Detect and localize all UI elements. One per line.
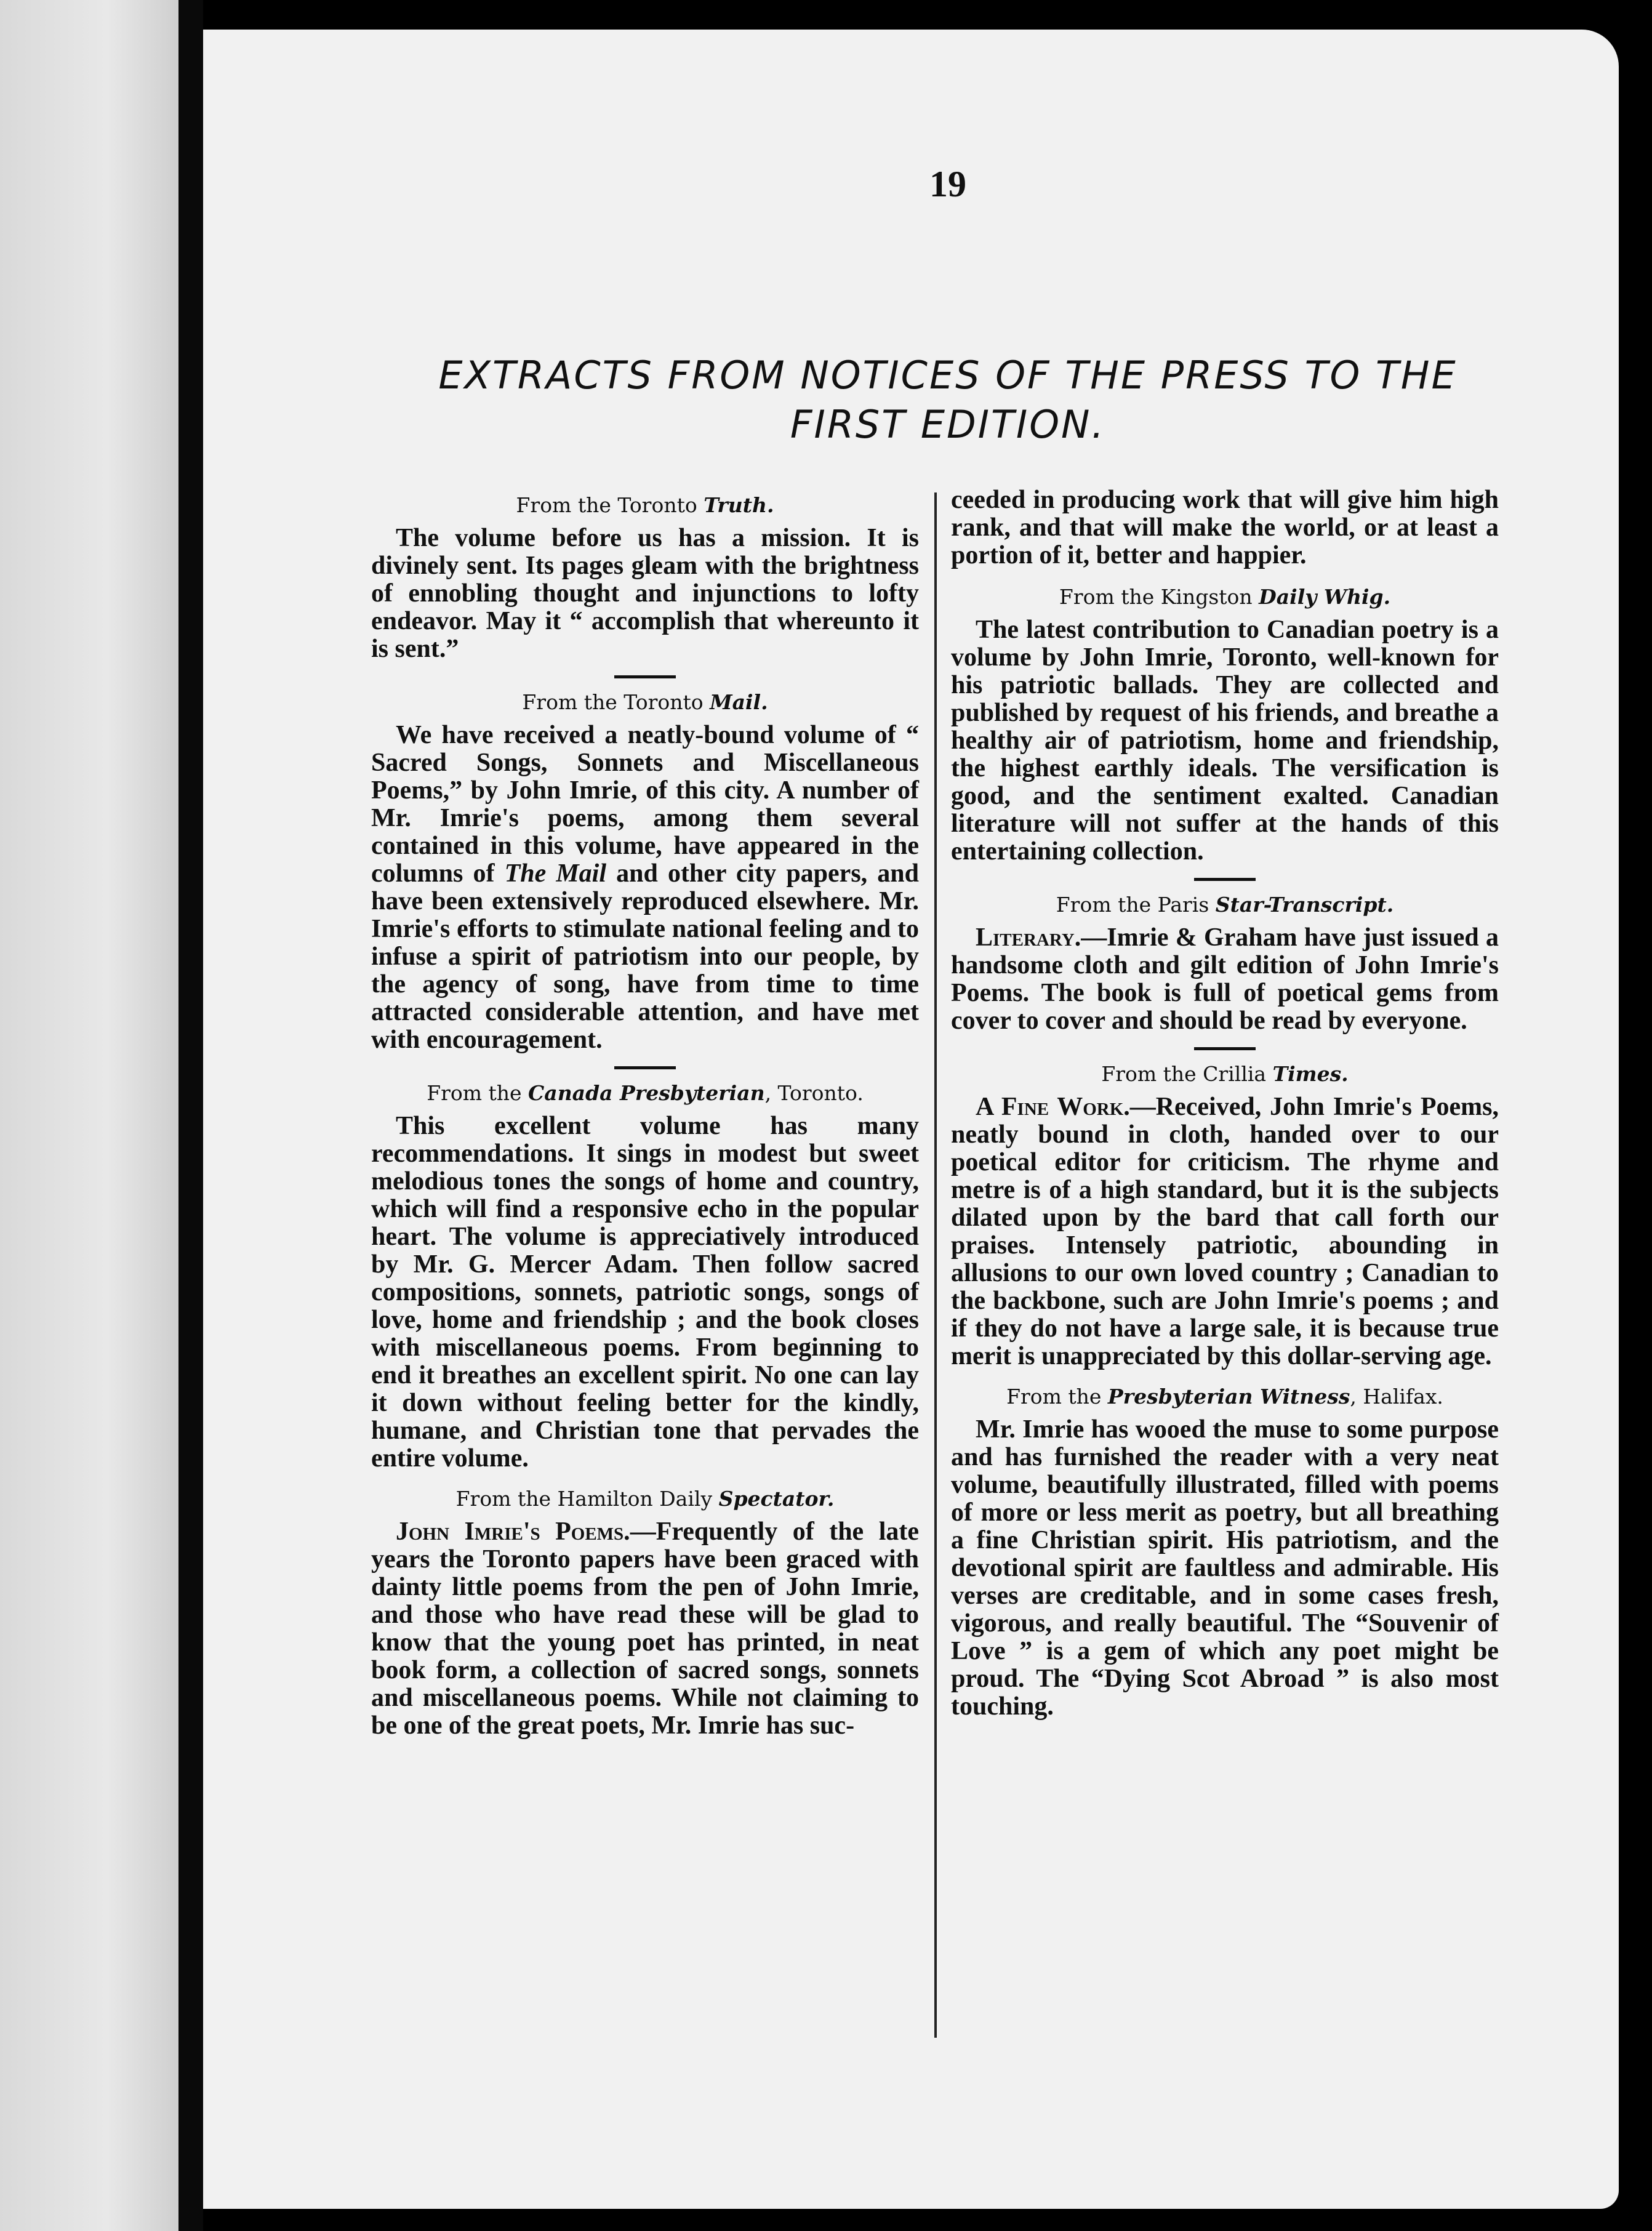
notice-truth-text: The volume before us has a mission. It is divinely sent. Its pages gleam with the brightness of ennobling thought and injunctions to lofty endeavor. May it “ accomplish that whereunto it is sent.” bbox=[371, 524, 919, 663]
text-part: —Imrie & Graham have just issued a handsome cloth and gilt edition of John Imrie's Poems. The book is full of poetical gems from cover to cover and should be read by everyone. bbox=[951, 923, 1499, 1035]
source-prefix: From the Toronto bbox=[522, 690, 710, 714]
separator-rule bbox=[1194, 878, 1256, 881]
column-divider bbox=[934, 492, 937, 2038]
text-part: We have received a neatly-bound volume of “ Sacred Songs, Sonnets and Miscellaneous Poems,” by John Imrie, of this city. A number of Mr. Imrie's poems, among them several contained in this volume, have appeared in the columns of bbox=[371, 721, 919, 888]
lead-in: A Fine Work. bbox=[976, 1093, 1130, 1121]
source-suffix: , Halifax. bbox=[1350, 1385, 1443, 1409]
notice-presbyterian-text: This excellent volume has many recommendations. It sings in modest but sweet melodious tones the songs of home and country, which will find a responsive echo in the popular heart. The volume is appreciatively introduced by Mr. G. Mercer Adam. Then follow sacred compositions, sonnets, patriotic songs, songs of love, home and friendship ; and the book closes with miscellaneous poems. From beginning to end it breathes an excellent spirit. No one can lay it down without feeling better for the kindly, humane, and Christian tone that pervades the entire volume. bbox=[371, 1112, 919, 1473]
notice-witness-text: Mr. Imrie has wooed the muse to some purpose and has furnished the reader with a very neat volume, beautifully illustrated, filled with poems of more or less merit as poetry, but all breathing a fine Christian spirit. His patriotism, and the devotional spirit are faultless and admirable. His verses are creditable, and in some cases fresh, vigorous, and really beautiful. The “Souvenir of Love ” is a gem of which any poet might be proud. The “Dying Scot Abroad ” is also most touching. bbox=[951, 1415, 1499, 1721]
text-part: —Received, John Imrie's Poems, neatly bound in cloth, handed over to our poetical editor for criticism. The rhyme and metre is of a high standard, but it is the subjects dilated upon by the bard that call forth our praises. Intensely patriotic, abounding in allusions to our own loved country ; Canadian to the backbone, such are John Imrie's poems ; and if they do not have a large sale, it is because true merit is unappreciated by this dollar-serving age. bbox=[951, 1093, 1499, 1370]
source-prefix: From the bbox=[1006, 1385, 1108, 1409]
notice-times-text bbox=[951, 1093, 1499, 1370]
separator-rule bbox=[614, 675, 676, 678]
notice-mail-text bbox=[371, 722, 919, 1054]
lead-in: John Imrie's Poems. bbox=[396, 1517, 630, 1546]
separator-rule bbox=[614, 1066, 676, 1069]
source-kingston-whig bbox=[951, 584, 1499, 610]
publication-name: Mail. bbox=[710, 690, 768, 714]
notice-spectator-continued: ceeded in producing work that will give him high rank, and that will make the world, or at least a portion of it, better and happier. bbox=[951, 486, 1499, 569]
source-suffix: , Toronto. bbox=[764, 1081, 864, 1105]
source-crillia-times bbox=[951, 1061, 1499, 1087]
notice-spectator-text bbox=[371, 1518, 919, 1740]
text-part: and other city papers, and have been extensively reproduced elsewhere. Mr. Imrie's efforts to stimulate national feeling and to infuse a spirit of patriotism into our people, by the agency of song, have from time to time attracted considerable attention, and have met with encouragement. bbox=[371, 859, 919, 1054]
page-number: 19 bbox=[929, 164, 966, 204]
page-title bbox=[369, 351, 1526, 449]
source-canada-presbyterian bbox=[371, 1080, 919, 1106]
source-toronto-truth bbox=[371, 492, 919, 518]
source-prefix: From the Toronto bbox=[516, 493, 704, 517]
source-toronto-mail bbox=[371, 689, 919, 715]
notice-star-text bbox=[951, 924, 1499, 1035]
separator-rule bbox=[1194, 1047, 1256, 1050]
source-prefix: From the Crillia bbox=[1101, 1062, 1273, 1086]
publication-name: Truth. bbox=[704, 493, 774, 517]
left-column bbox=[371, 486, 919, 1740]
source-prefix: From the Paris bbox=[1056, 893, 1216, 917]
source-prefix: From the Hamilton Daily bbox=[455, 1487, 719, 1511]
source-paris-star-transcript bbox=[951, 892, 1499, 918]
publication-name: Spectator. bbox=[718, 1487, 835, 1511]
right-column bbox=[951, 486, 1499, 1721]
source-prefix: From the Kingston bbox=[1059, 585, 1259, 609]
publication-name: Presbyterian Witness bbox=[1107, 1385, 1350, 1409]
text-part: —Frequently of the late years the Toronto papers have been graced with dainty little poems from the pen of John Imrie, and those who have read these will be glad to know that the young poet has printed, in neat book form, a collection of sacred songs, sonnets and miscellaneous poems. While not claiming to be one of the great poets, Mr. Imrie has suc- bbox=[371, 1517, 919, 1740]
publication-name: Daily Whig. bbox=[1259, 585, 1391, 609]
notice-whig-text: The latest contribution to Canadian poetry is a volume by John Imrie, Toronto, well-known for his patriotic ballads. They are collected and published by request of his friends, and breathe a healthy air of patriotism, home and friendship, the highest earthly ideals. The versification is good, and the sentiment exalted. Canadian literature will not suffer at the hands of this entertaining collection. bbox=[951, 616, 1499, 866]
publication-name: Canada Presbyterian bbox=[528, 1081, 765, 1105]
title-line-2: FIRST EDITION. bbox=[790, 402, 1106, 447]
source-prefix: From the bbox=[427, 1081, 529, 1105]
publication-name-inline: The Mail bbox=[504, 859, 607, 888]
source-hamilton-spectator bbox=[371, 1486, 919, 1512]
publication-name: Star-Transcript. bbox=[1215, 893, 1394, 917]
lead-in: Literary. bbox=[976, 923, 1081, 952]
book-spine bbox=[178, 0, 203, 2231]
source-presbyterian-witness bbox=[951, 1384, 1499, 1410]
publication-name: Times. bbox=[1272, 1062, 1349, 1086]
facing-page-edge bbox=[0, 0, 178, 2231]
title-line-1: EXTRACTS FROM NOTICES OF THE PRESS TO THE bbox=[438, 353, 1458, 398]
